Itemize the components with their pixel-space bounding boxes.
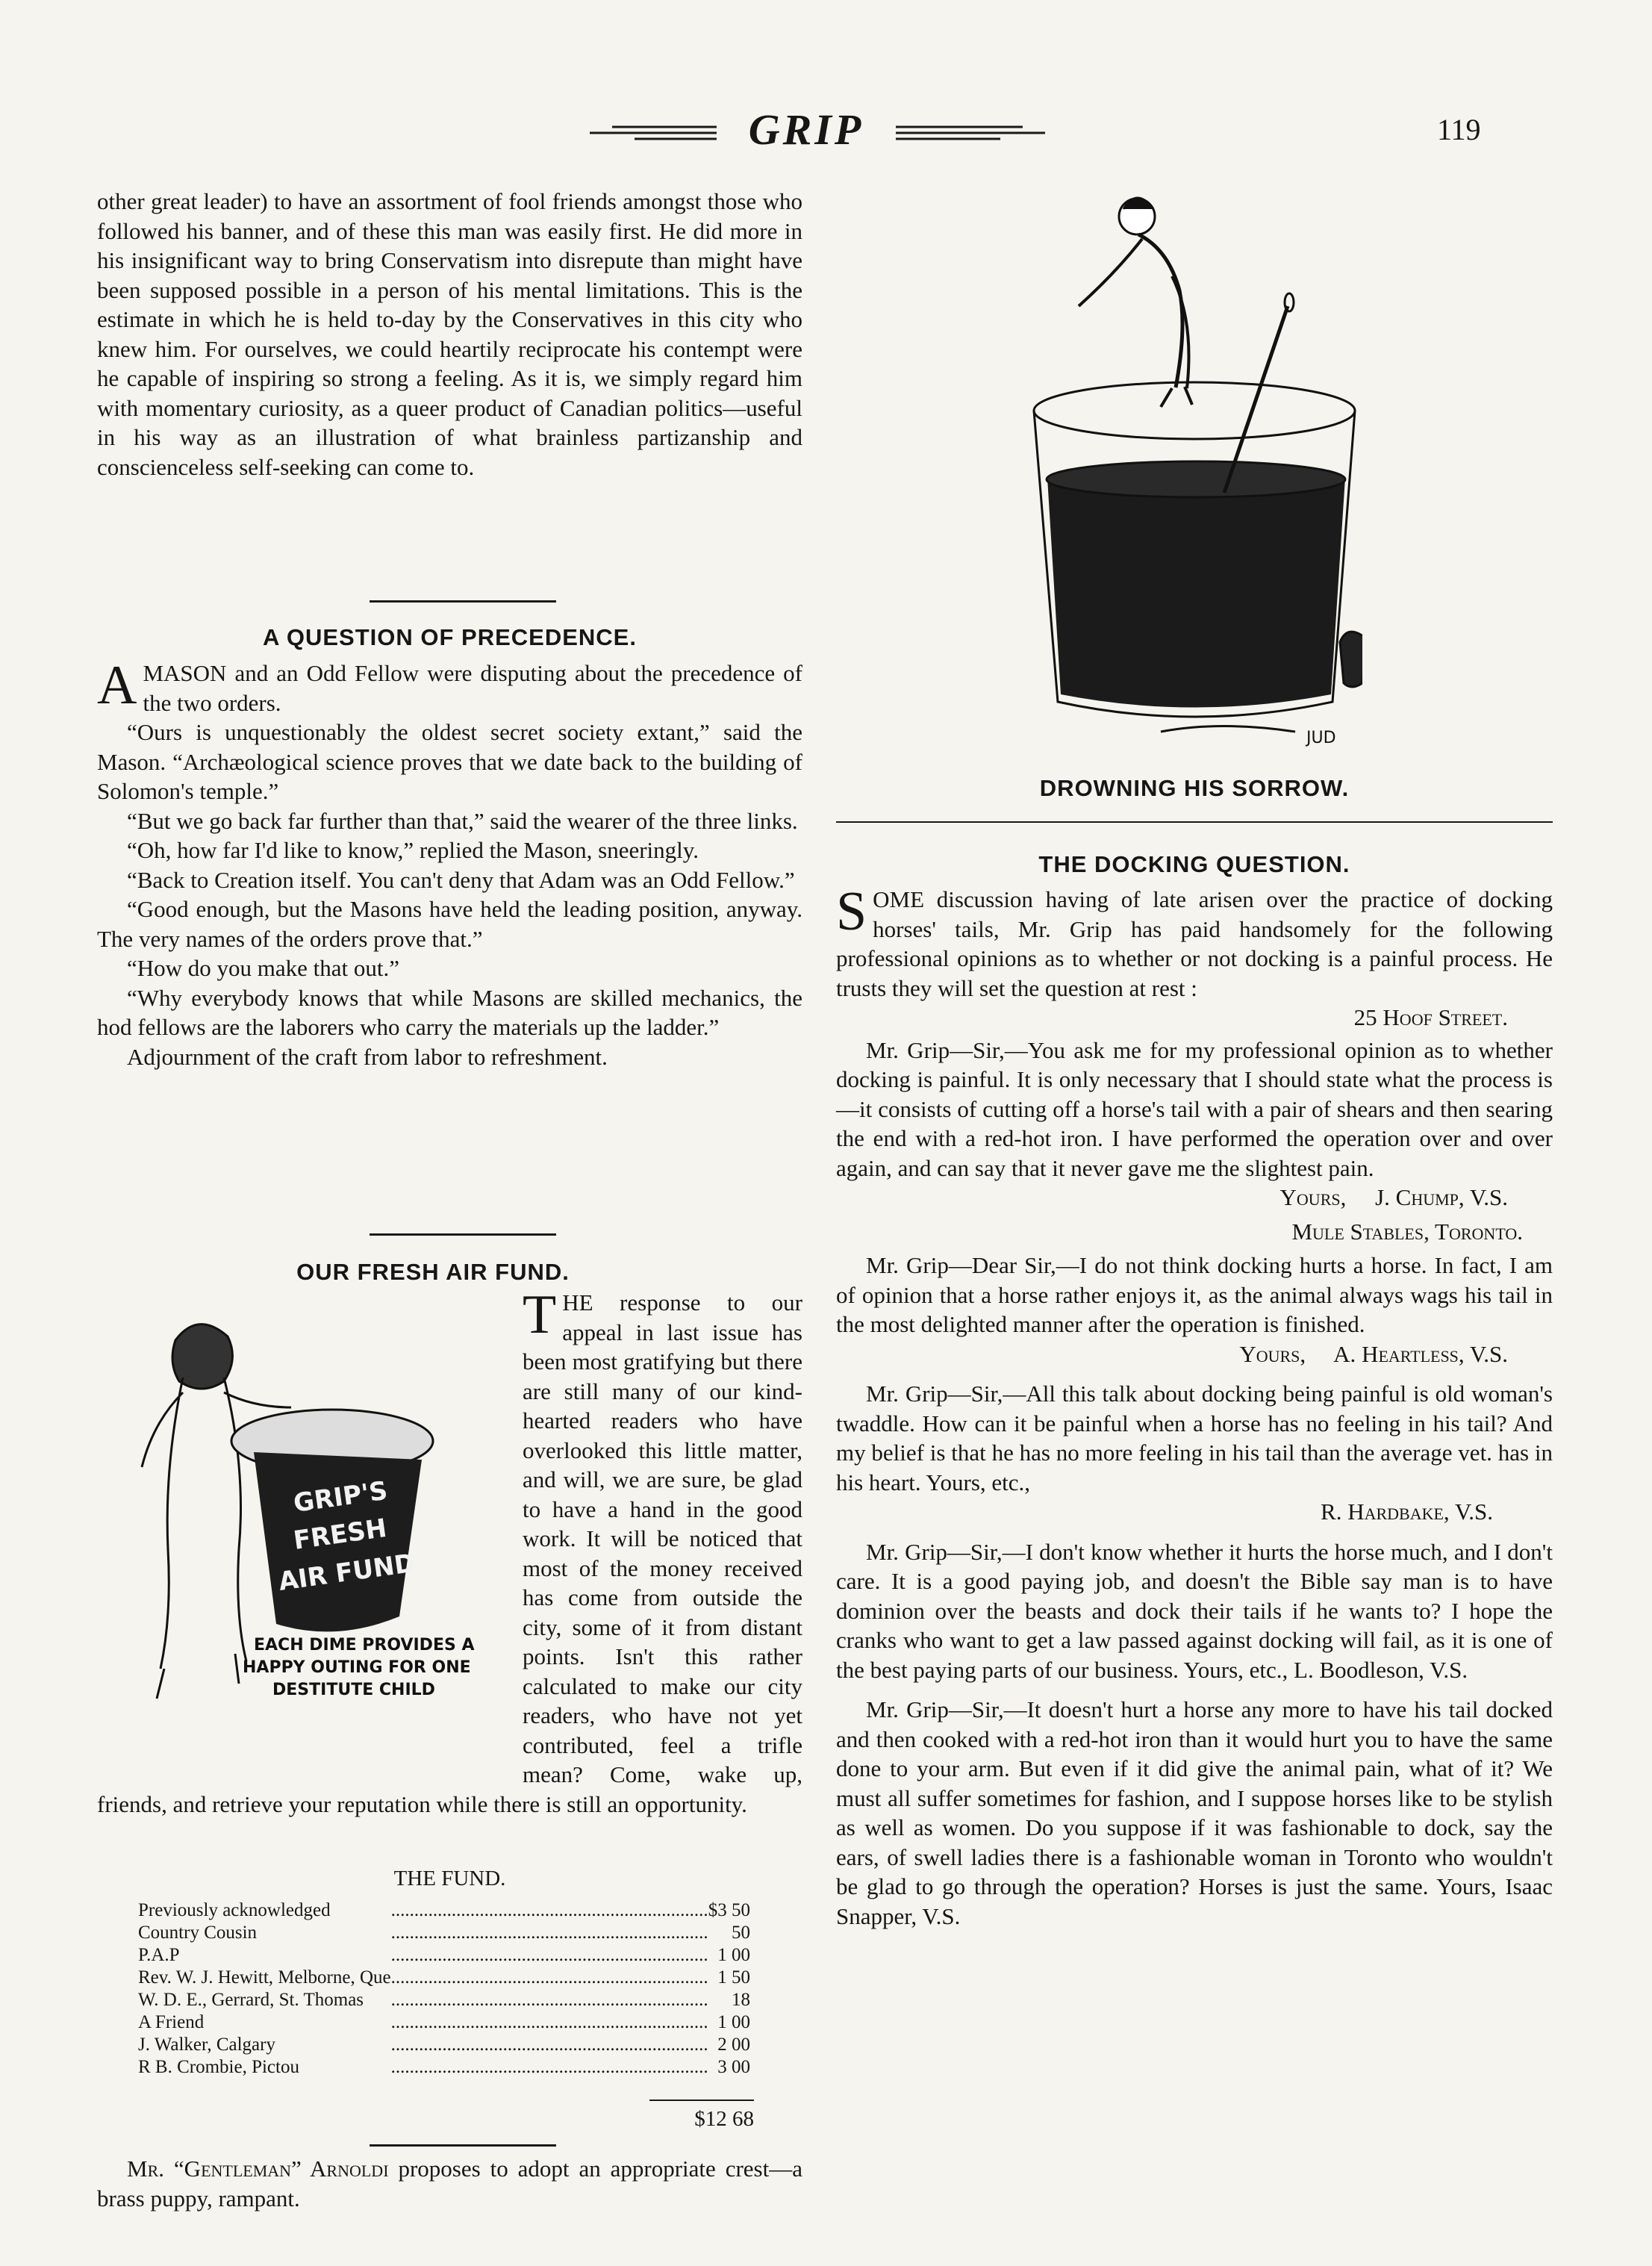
- fund-name: W. D. E., Gerrard, St. Thomas: [138, 1990, 364, 2010]
- drop-cap: S: [836, 881, 867, 942]
- fund-amount: 3 00: [717, 2057, 750, 2077]
- fund-total: $12 68: [694, 2107, 754, 2131]
- fund-amount: 1 00: [717, 2012, 750, 2032]
- hat-label-line2: FRESH: [291, 1513, 389, 1556]
- fund-name: P.A.P: [138, 1945, 180, 1965]
- precedence-heading: A QUESTION OF PRECEDENCE.: [263, 624, 637, 650]
- cartoon-signature: JUD: [1306, 729, 1336, 747]
- letter3-signature: R. Hardbake, V.S.: [1321, 1498, 1493, 1525]
- fund-row: R B. Crombie, Pictou .................................................................... 3 00: [138, 2057, 750, 2077]
- fund-name: R B. Crombie, Pictou: [138, 2057, 299, 2077]
- hat-label-line1: GRIP'S: [291, 1475, 390, 1519]
- drop-cap: T: [523, 1284, 557, 1345]
- caption-line3: DESTITUTE CHILD: [272, 1681, 435, 1699]
- fund-amount: 1 50: [717, 1967, 750, 1988]
- cartoon-drowning-his-sorrow: [1012, 187, 1362, 747]
- fund-row: Country Cousin .................................................................... 50: [138, 1923, 750, 1943]
- letter1-body: Mr. Grip—Sir,—You ask me for my professional opinion as to whether docking is painful. It is only necessary that I should state what the process is—it consists of cutting off a horse's tail with a pair of shears and then searing the end with a red-hot iron. I have performed the operation over and over again, and can say that it never gave me the slightest pain.: [836, 1036, 1553, 1181]
- fund-heading: THE FUND.: [393, 1867, 506, 1890]
- letter4-body: Mr. Grip—Sir,—I don't know whether it hurts the horse much, and I don't care. It is a good paying job, and doesn't the Bible say man is to have dominion over the beasts and dock their tails if he wants to? I hope the cranks who want to get a law passed against docking will fail, as it is one of the best paying parts of our business. Yours, etc., L. Boodleson, V.S.: [836, 1538, 1553, 1683]
- precedence-p5: “Back to Creation itself. You can't deny that Adam was an Odd Fellow.”: [127, 866, 795, 893]
- fund-amount: 1 00: [717, 1945, 750, 1965]
- letter1-address: 25 Hoof Street.: [1353, 1004, 1508, 1030]
- letter3-body: Mr. Grip—Sir,—All this talk about docking being painful is old woman's twaddle. How can it be painful when a horse has no feeling in his tail? And my belief is that he has no more feeling in his tail than the average vet. has in his heart. Yours, etc.,: [836, 1381, 1553, 1495]
- fund-row: A Friend .................................................................... 1 00: [138, 2012, 750, 2032]
- fund-amount: 18: [732, 1990, 750, 2010]
- fund-name: J. Walker, Calgary: [138, 2035, 275, 2055]
- arnoldi-text: proposes to adopt an appropriate crest—a brass puppy, rampant.: [97, 2155, 802, 2211]
- intro-paragraph: other great leader) to have an assortment of fool friends amongst those who followed his banner, and of these this man was easily first. He did more in his insignificant way to bring Conservatism into disrepute than might have been supposed possible in a person of his mental limitations. This is the estimate in which he is held to-day by the Conservatives in this city who knew him. For ourselves, we could heartily reciprocate his contempt were he capable of inspiring so strong a feeling. As it is, we simply regard him with momentary curiosity, as a queer product of Canadian politics—useful in his way as an illustration of what brainless partizanship and conscienceless self-seeking can come to.: [97, 188, 802, 480]
- fund-row: P.A.P .................................................................... 1 00: [138, 1945, 750, 1965]
- fund-amount: $3 50: [708, 1900, 750, 1920]
- precedence-p6: “Good enough, but the Masons have held the leading position, anyway. The very names of the orders prove that.”: [97, 896, 802, 952]
- fund-name: Rev. W. J. Hewitt, Melborne, Que: [138, 1967, 391, 1988]
- fund-row: W. D. E., Gerrard, St. Thomas .................................................................... 18: [138, 1990, 750, 2010]
- fund-name: Previously acknowledged: [138, 1900, 331, 1920]
- fresh-air-heading: OUR FRESH AIR FUND.: [296, 1259, 570, 1285]
- fund-row: Previously acknowledged .................................................................... $3 50: [138, 1900, 750, 1920]
- illustration-spacer: [97, 1288, 523, 1781]
- letter1-signature: Yours, J. Chump, V.S.: [1279, 1184, 1508, 1210]
- letter2-body: Mr. Grip—Dear Sir,—I do not think docking hurts a horse. In fact, I am of opinion that a horse rather enjoys it, as the animal always wags his tail in the most delighted manner after the operation is finished.: [836, 1252, 1553, 1337]
- precedence-p3: “But we go back far further than that,” said the wearer of the three links.: [127, 807, 798, 834]
- precedence-p9: Adjournment of the craft from labor to refreshment.: [127, 1043, 608, 1070]
- fresh-air-body: HE response to our appeal in last issue has been most gratifying but there are still many of our kind-hearted readers who have overlooked this little matter, and will, we are sure, be glad to have a hand in the good work. It will be noticed that most of the money received has come from outside the city, some of it from distant points. Isn't this rather calculated to make our city readers, who have not yet contributed, feel a trifle mean? Come, wake up, friends, and retrieve your reputation while there is still an opportunity.: [97, 1289, 802, 1817]
- fund-table: [138, 1899, 750, 2079]
- letter2-signature: Yours, A. Heartless, V.S.: [1239, 1340, 1508, 1367]
- cartoon-caption: DROWNING HIS SORROW.: [1039, 775, 1350, 801]
- precedence-p1: MASON and an Odd Fellow were disputing about the precedence of the two orders.: [143, 660, 802, 716]
- docking-article: [836, 881, 1553, 1931]
- masthead: [567, 105, 1075, 157]
- fund-name: A Friend: [138, 2012, 205, 2032]
- divider: [370, 2144, 556, 2147]
- caption-line2: HAPPY OUTING FOR ONE: [243, 1658, 471, 1677]
- precedence-p2: “Ours is unquestionably the oldest secret society extant,” said the Mason. “Archæological science proves that we date back to the building of Solomon's temple.”: [97, 719, 802, 804]
- fund-amount: 2 00: [717, 2035, 750, 2055]
- drop-cap: A: [97, 655, 137, 716]
- letter2-address: Mule Stables, Toronto.: [1291, 1218, 1523, 1245]
- hat-label-line3: AIR FUND: [276, 1548, 417, 1597]
- divider: [370, 600, 556, 603]
- docking-heading: THE DOCKING QUESTION.: [1038, 851, 1350, 877]
- fund-row: Rev. W. J. Hewitt, Melborne, Que .................................................................... 1 50: [138, 1967, 750, 1988]
- precedence-p7: “How do you make that out.”: [127, 955, 400, 981]
- fresh-air-article: [97, 1284, 802, 1819]
- masthead-title: GRIP: [748, 105, 864, 154]
- page-number: 119: [1437, 113, 1481, 146]
- arnoldi-paragraph: [97, 2154, 802, 2213]
- caption-line1: EACH DIME PROVIDES A: [254, 1636, 475, 1655]
- precedence-p4: “Oh, how far I'd like to know,” replied the Mason, sneeringly.: [127, 837, 699, 863]
- fund-amount: 50: [732, 1923, 750, 1943]
- divider: [836, 821, 1553, 823]
- fund-total-rule: [649, 2100, 754, 2101]
- divider: [370, 1233, 556, 1236]
- precedence-article: [97, 655, 802, 1071]
- arnoldi-lead: Mr. “Gentleman” Arnoldi: [127, 2155, 389, 2182]
- docking-intro: OME discussion having of late arisen over the practice of docking horses' tails, Mr. Grip has paid handsomely for the following professional opinions as to whether or not docking is a painful process. He trusts they will set the question at rest :: [836, 886, 1553, 1001]
- fund-name: Country Cousin: [138, 1923, 258, 1943]
- letter5-body: Mr. Grip—Sir,—It doesn't hurt a horse any more to have his tail docked and then cooked with a red-hot iron than it would hurt you to have the same done to your arm. But even if it did give the animal pain, what of it? We must all suffer sometimes for fashion, and I suppose horses like to be stylish as well as women. Do you suppose if it was fashionable to dock, say the ears, of swell ladies there is a fashionable woman in Toronto who wouldn't be glad to go through the operation? Horses is just the same. Yours, Isaac Snapper, V.S.: [836, 1696, 1553, 1929]
- precedence-p8: “Why everybody knows that while Masons are skilled mechanics, the hod fellows are the laborers who carry the materials up the ladder.”: [97, 984, 802, 1040]
- fund-row: J. Walker, Calgary .................................................................... 2 00: [138, 2035, 750, 2055]
